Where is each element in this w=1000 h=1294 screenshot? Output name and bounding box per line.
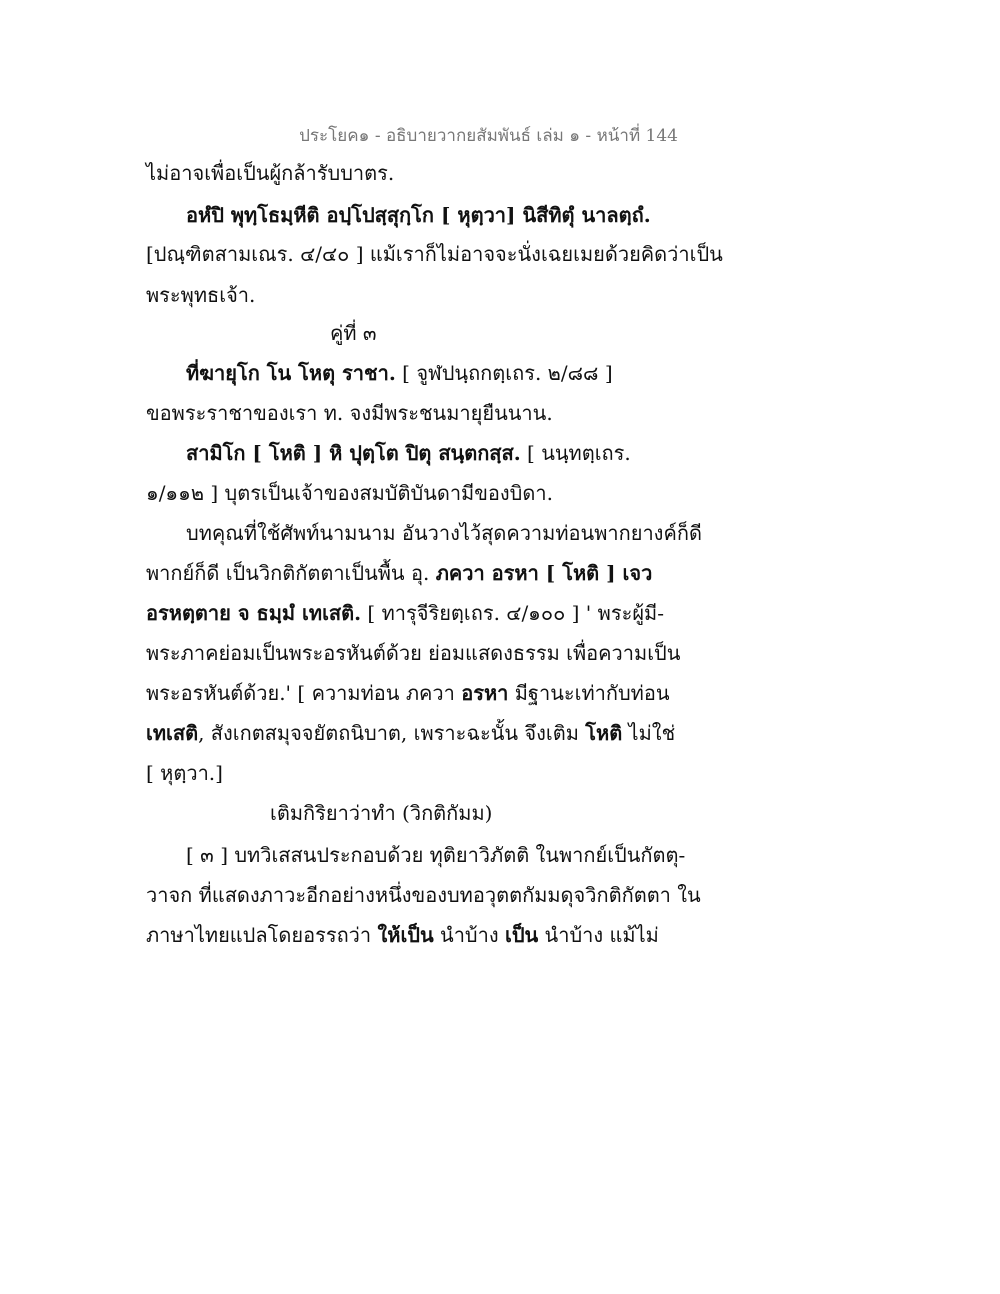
text-line	[146, 638, 680, 668]
text-line	[186, 840, 685, 870]
page-header: ประโยค๑ - อธิบายวากยสัมพันธ์ เล่ม ๑ - หน้าที่ 144	[299, 126, 678, 146]
bold-text-run: ให้เป็น	[377, 923, 434, 947]
text-line	[146, 558, 652, 588]
text-run: พากย์ก็ดี เป็นวิกติกัตตาเป็นพื้น อุ.	[146, 561, 436, 585]
text-line	[146, 920, 659, 950]
text-run: พระพุทธเจ้า.	[146, 283, 256, 307]
text-run: เติมกิริยาว่าทำ (วิกติกัมม)	[270, 801, 493, 825]
text-run: ขอพระราชาของเรา ท. จงมีพระชนมายุยืนนาน.	[146, 401, 553, 425]
text-run: [ นนฺทตฺเถร.	[520, 441, 631, 465]
text-line	[146, 598, 664, 628]
text-run: [ ทารุจีริยตฺเถร. ๔/๑๐๐ ] ' พระผู้มี-	[361, 601, 664, 625]
text-run: นำบ้าง	[433, 923, 505, 947]
text-run: ไม่อาจเพื่อเป็นผู้กล้ารับบาตร.	[146, 161, 395, 185]
text-run: นำบ้าง แม้ไม่	[538, 923, 659, 947]
text-run: , สังเกตสมุจจยัตถนิบาต, เพราะฉะนั้น จึงเติม	[198, 721, 586, 745]
pali-quote-line	[186, 200, 651, 230]
pali-quote-line	[186, 438, 631, 468]
text-line	[146, 280, 255, 310]
text-line	[146, 678, 670, 708]
text-line	[146, 758, 223, 788]
text-run: วาจก ที่แสดงภาวะอีกอย่างหนึ่งของบทอวุตตกัมมดุจวิกติกัตตา ใน	[146, 883, 701, 907]
bold-text-run: เทเสติ	[146, 721, 199, 745]
bold-text-run: โหติ	[585, 721, 623, 745]
text-line	[146, 880, 701, 910]
bold-text-run: อรหตฺตาย จ ธมฺมํ เทเสติ.	[146, 601, 362, 625]
text-run: [ จูฬปนฺถกตฺเถร. ๒/๘๘ ]	[395, 361, 613, 385]
text-run: [ปณฺฑิตสามเณร. ๔/๔๐ ] แม้เราก็ไม่อาจจะนั่งเฉยเมยด้วยคิดว่าเป็น	[146, 242, 723, 266]
text-line	[146, 398, 553, 428]
section-heading	[330, 318, 377, 348]
text-line	[186, 518, 702, 548]
text-line	[146, 158, 394, 188]
bold-text-run: เป็น	[504, 923, 539, 947]
text-line	[146, 478, 553, 508]
text-line	[146, 239, 723, 269]
text-line	[146, 718, 675, 748]
pali-quote-line	[186, 358, 613, 388]
text-run: ภาษาไทยแปลโดยอรรถว่า	[146, 923, 378, 947]
text-run: มีฐานะเท่ากับท่อน	[508, 681, 670, 705]
text-run: พระภาคย่อมเป็นพระอรหันต์ด้วย ย่อมแสดงธรรม เพื่อความเป็น	[146, 641, 681, 665]
text-run: ๑/๑๑๒ ] บุตรเป็นเจ้าของสมบัติบันดามีของบิดา.	[146, 481, 553, 505]
text-run: พระอรหันต์ด้วย.' [ ความท่อน ภควา	[146, 681, 462, 705]
section-heading	[270, 798, 492, 828]
bold-text-run: อรหา	[461, 681, 509, 705]
text-run: [ ๓ ] บทวิเสสนประกอบด้วย ทุติยาวิภัตติ ในพากย์เป็นกัตตุ-	[186, 843, 686, 867]
text-run: [ หุตฺวา.]	[146, 761, 223, 785]
text-run: บทคุณที่ใช้ศัพท์นามนาม อันวางไว้สุดความท่อนพากยางค์ก็ดี	[186, 521, 702, 545]
bold-text-run: อหํปิ พุทฺโธมฺหีติ อปฺโปสฺสุกฺโก [ หุตฺวา] นิสีทิตุํ นาลตฺถํ.	[186, 203, 651, 227]
bold-text-run: สามิโก [ โหติ ] หิ ปุตฺโต ปิตุ สนฺตกสฺส.	[186, 441, 521, 465]
text-run: คู่ที่ ๓	[330, 321, 377, 345]
bold-text-run: ที่ฆายุโก โน โหตุ ราชา.	[186, 361, 396, 385]
text-run: ไม่ใช่	[622, 721, 676, 745]
bold-text-run: ภควา อรหา [ โหติ ] เจว	[435, 561, 653, 585]
